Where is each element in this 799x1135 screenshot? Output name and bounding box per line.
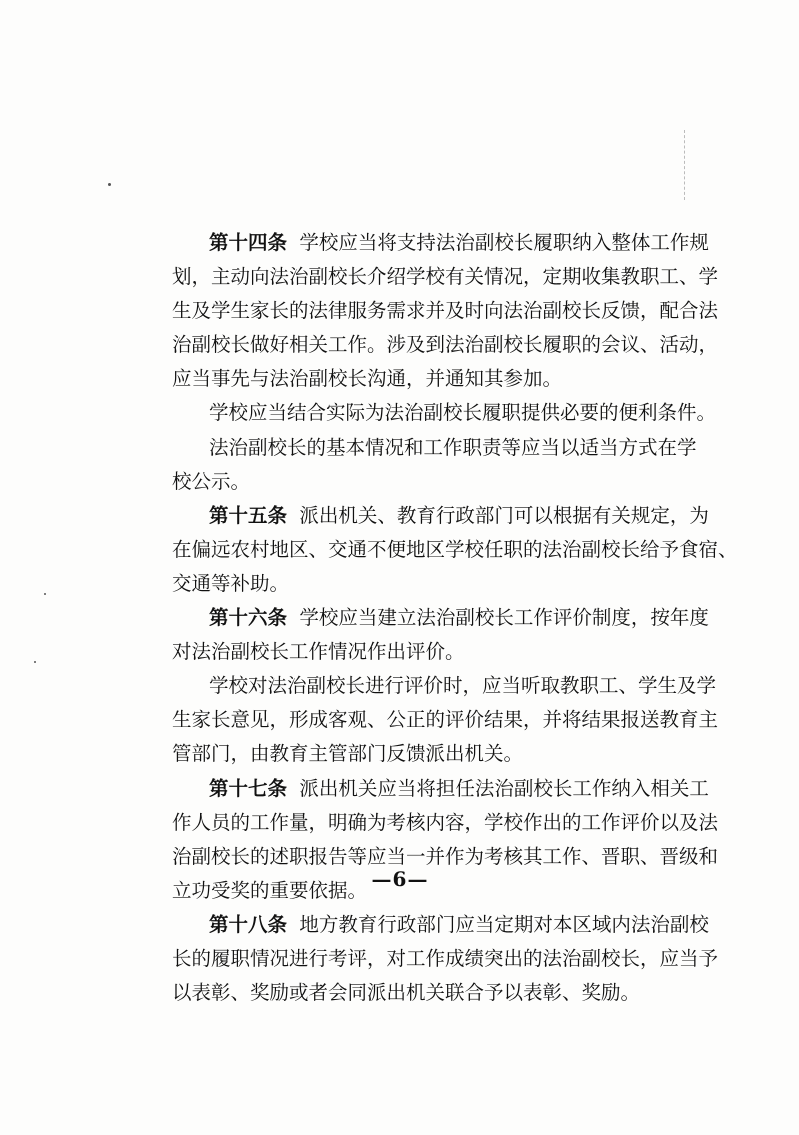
text-line — [172, 635, 640, 669]
article-number: 第十五条 — [209, 503, 288, 527]
line-text: 长的履职情况进行考评，对工作成绩突出的法治副校长，应当予 — [172, 946, 719, 970]
page-number: —6— — [371, 867, 429, 891]
line-text: 学校应当结合实际为法治副校长履职提供必要的便利条件。 — [209, 401, 717, 425]
article-number: 第十四条 — [209, 231, 288, 254]
document-body — [172, 226, 738, 1010]
line-text: 生及学生家长的法律服务需求并及时向法治副校长反馈，配合法 — [172, 299, 719, 323]
text-line — [172, 976, 640, 1010]
line-text: 管部门，由教育主管部门反馈派出机关。 — [172, 742, 524, 766]
line-text: 生家长意见，形成客观、公正的评价结果，并将结果报送教育主 — [172, 708, 719, 732]
text-line — [172, 703, 719, 737]
article-number: 第十六条 — [209, 606, 288, 630]
line-text: 校公示。 — [172, 469, 251, 493]
scan-edge-mark — [684, 130, 686, 200]
article-number: 第十八条 — [209, 912, 288, 936]
line-text: 学校应当将支持法治副校长履职纳入整体工作规 — [299, 231, 709, 254]
text-line — [172, 328, 719, 362]
article-number: 第十七条 — [209, 776, 288, 800]
line-text: 在偏远农村地区、交通不便地区学校任职的法治副校长给予食宿、 — [172, 537, 738, 561]
line-text: 治副校长的述职报告等应当一并作为考核其工作、晋职、晋级和 — [172, 844, 719, 868]
text-line — [172, 908, 709, 942]
line-text: 对法治副校长工作情况作出评价。 — [172, 640, 465, 664]
text-line — [172, 772, 709, 806]
line-text: 应当事先与法治副校长沟通，并通知其参加。 — [172, 367, 563, 391]
text-line — [172, 737, 640, 771]
line-text: 派出机关、教育行政部门可以根据有关规定，为 — [299, 503, 709, 527]
line-text: 交通等补助。 — [172, 571, 290, 595]
text-line — [172, 601, 709, 635]
text-line — [172, 396, 717, 430]
line-text: 划，主动向法治副校长介绍学校有关情况，定期收集教职工、学 — [172, 265, 719, 289]
line-text: 治副校长做好相关工作。涉及到法治副校长履职的会议、活动， — [172, 333, 719, 357]
line-text: 地方教育行政部门应当定期对本区域内法治副校 — [299, 912, 709, 936]
line-text: 以表彰、奖励或者会同派出机关联合予以表彰、奖励。 — [172, 981, 641, 1005]
text-line — [172, 226, 709, 260]
line-text: 法治副校长的基本情况和工作职责等应当以适当方式在学 — [209, 435, 697, 459]
text-line — [172, 567, 640, 601]
text-line — [172, 294, 719, 328]
scan-speck — [108, 183, 111, 186]
text-line — [172, 499, 709, 533]
text-line — [172, 260, 719, 294]
text-line — [172, 942, 719, 976]
line-text: 立功受奖的重要依据。 — [172, 878, 368, 902]
line-text: 派出机关应当将担任法治副校长工作纳入相关工 — [299, 776, 709, 800]
text-line — [172, 465, 640, 499]
line-text: 学校对法治副校长进行评价时，应当听取教职工、学生及学 — [209, 674, 717, 698]
text-line — [172, 362, 640, 396]
text-line — [172, 431, 697, 465]
scan-speck — [44, 593, 46, 595]
text-line — [172, 669, 717, 703]
scan-speck — [34, 661, 36, 663]
text-line — [172, 533, 738, 567]
text-line — [172, 806, 719, 840]
line-text: 作人员的工作量，明确为考核内容，学校作出的工作评价以及法 — [172, 810, 719, 834]
line-text: 学校应当建立法治副校长工作评价制度，按年度 — [299, 606, 709, 630]
